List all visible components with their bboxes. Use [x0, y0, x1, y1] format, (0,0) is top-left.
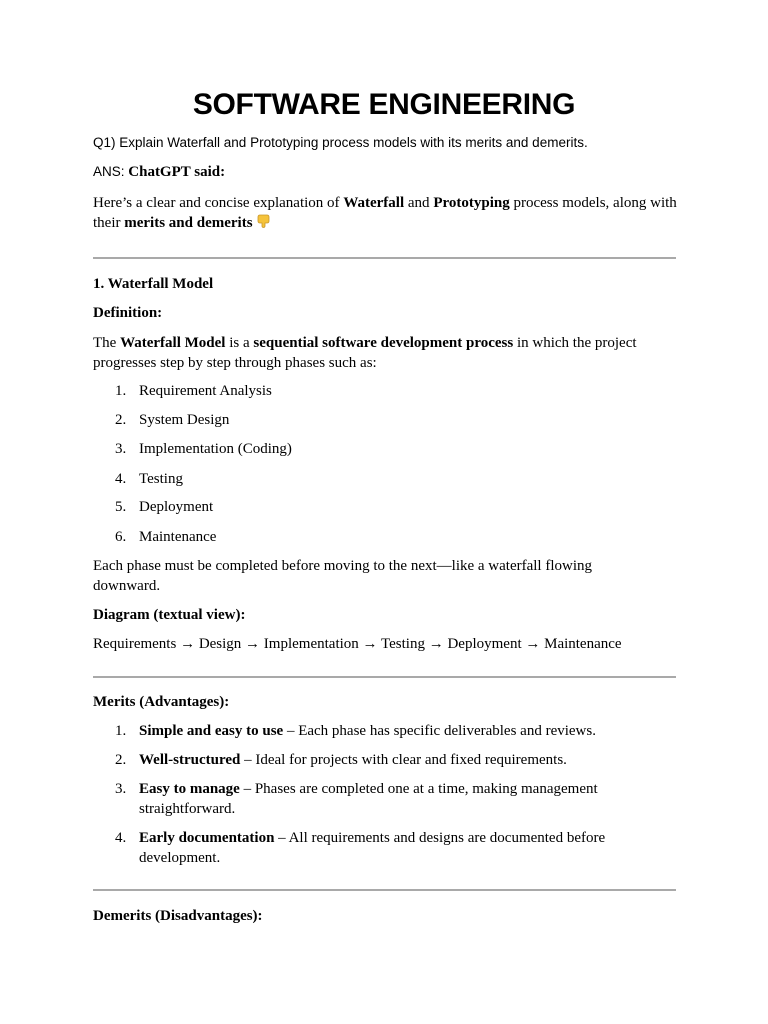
horizontal-rule: [93, 676, 676, 678]
definition-paragraph: [93, 333, 683, 373]
intro-bold-prototyping: Prototyping: [433, 195, 510, 211]
list-number: 5.: [115, 499, 127, 515]
phase-text: Maintenance: [139, 529, 217, 545]
definition-bold-process: sequential software development process: [253, 335, 514, 351]
list-number: 4.: [115, 830, 127, 846]
list-number: 2.: [115, 412, 127, 428]
intro-text-2: and: [404, 195, 434, 211]
merits-heading: Merits (Advantages):: [93, 694, 230, 710]
phase-text: Deployment: [139, 499, 214, 515]
merit-content: [139, 750, 675, 770]
merit-bold: Easy to manage: [139, 781, 240, 797]
pointing-down-icon: [256, 214, 272, 228]
document-title: SOFTWARE ENGINEERING: [192, 88, 576, 121]
question-text: Q1) Explain Waterfall and Prototyping process models with its merits and demerits.: [93, 135, 588, 150]
list-number: 1.: [115, 383, 127, 399]
phase-text: System Design: [139, 412, 230, 428]
ans-source: ChatGPT said:: [128, 164, 226, 180]
list-number: 2.: [115, 752, 127, 768]
definition-bold-model: Waterfall Model: [120, 335, 226, 351]
ans-label: ANS:: [93, 164, 125, 179]
intro-text-1: Here’s a clear and concise explanation of: [93, 195, 344, 211]
definition-text-2: is a: [225, 335, 254, 351]
diagram-heading: Diagram (textual view):: [93, 607, 246, 623]
phase-text: Implementation (Coding): [139, 441, 292, 457]
merit-content: [139, 828, 629, 868]
phase-note: Each phase must be completed before moving to the next—like a waterfall flowing downward.: [93, 558, 593, 594]
intro-bold-waterfall: Waterfall: [343, 195, 405, 211]
merit-bold: Simple and easy to use: [139, 723, 284, 739]
merit-bold: Well-structured: [139, 752, 241, 768]
merit-text: – Each phase has specific deliverables and reviews.: [283, 723, 596, 739]
intro-text-3: process models, along with their: [93, 195, 677, 231]
merit-content: [139, 721, 675, 741]
list-number: 4.: [115, 471, 127, 487]
list-number: 3.: [115, 781, 127, 797]
list-number: 1.: [115, 723, 127, 739]
definition-text-1: The: [93, 335, 121, 351]
phase-text: Testing: [139, 471, 183, 487]
demerits-heading: Demerits (Disadvantages):: [93, 908, 263, 924]
merit-content: [139, 779, 629, 819]
merit-bold: Early documentation: [139, 830, 275, 846]
answer-line: [93, 164, 225, 181]
definition-heading: Definition:: [93, 305, 163, 321]
definition-text-3: in which the project progresses step by step through phases such as:: [93, 335, 637, 371]
section-heading-waterfall: 1. Waterfall Model: [93, 276, 214, 292]
phase-text: Requirement Analysis: [139, 383, 272, 399]
intro-bold-merits: merits and demerits: [124, 215, 253, 231]
merit-text: – Phases are completed one at a time, making management straightforward.: [139, 781, 598, 817]
merit-text: – Ideal for projects with clear and fixed requirements.: [240, 752, 567, 768]
horizontal-rule: [93, 257, 676, 259]
horizontal-rule: [93, 889, 676, 891]
list-number: 3.: [115, 441, 127, 457]
diagram-text: Requirements → Design → Implementation → Testing → Deployment → Maintenance: [93, 636, 622, 652]
intro-paragraph: [93, 193, 683, 233]
list-number: 6.: [115, 529, 127, 545]
merit-text: – All requirements and designs are documented before development.: [139, 830, 606, 866]
